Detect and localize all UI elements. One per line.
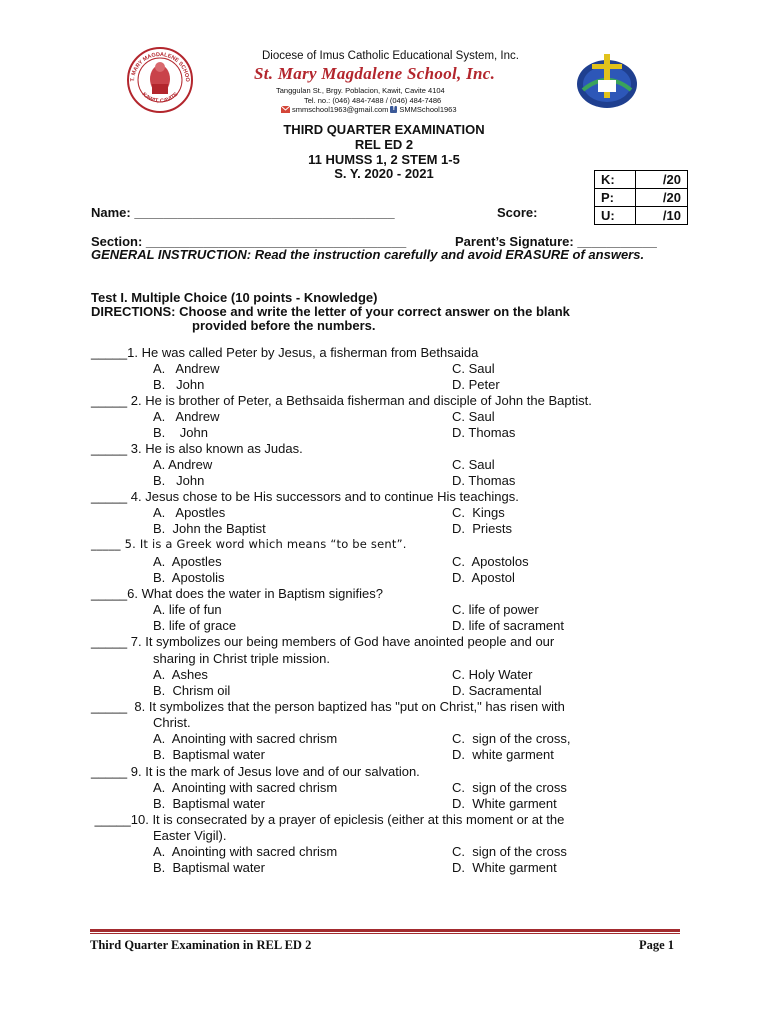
score-value: /20 — [636, 171, 688, 189]
answer-option: C. sign of the cross — [452, 844, 567, 859]
footer-rule-thin — [90, 933, 680, 934]
score-value: /20 — [636, 189, 688, 207]
answer-option: B. Baptismal water — [153, 860, 265, 875]
answer-option: C. sign of the cross, — [452, 731, 571, 746]
exam-subject: REL ED 2 — [354, 137, 414, 152]
answer-option: C. Saul — [452, 457, 495, 472]
answer-option: D. life of sacrament — [452, 618, 564, 633]
answer-option: B. Baptismal water — [153, 796, 265, 811]
answer-option: D. White garment — [452, 796, 557, 811]
directions-line-2: provided before the numbers. — [192, 318, 376, 333]
question-text: _____ 5. It is a Greek word which means “to be sent”. — [91, 537, 407, 551]
answer-option: B. Apostolis — [153, 570, 225, 585]
test-title: Test I. Multiple Choice (10 points - Knowledge) — [91, 290, 378, 305]
score-box — [594, 170, 688, 225]
answer-option: D. Sacramental — [452, 683, 542, 698]
answer-option: C. Saul — [452, 409, 495, 424]
answer-option: A. Anointing with sacred chrism — [153, 780, 338, 795]
answer-option: A. Andrew — [153, 361, 220, 376]
general-instruction: GENERAL INSTRUCTION: Read the instruction carefully and avoid ERASURE of answers. — [91, 247, 645, 262]
answer-option: A. Anointing with sacred chrism — [153, 731, 338, 746]
question-text: _____ 4. Jesus chose to be His successors and to continue His teachings. — [91, 489, 519, 504]
exam-sections: 11 HUMSS 1, 2 STEM 1-5 — [308, 152, 460, 167]
exam-title: THIRD QUARTER EXAMINATION — [283, 122, 485, 137]
diocese-name: Diocese of Imus Catholic Educational System, Inc. — [262, 50, 519, 62]
svg-text:ST. MARY MAGDALENE SCHOOL: T. MARY MAGDALENE SCHOO — [129, 51, 191, 83]
score-label: Score: — [497, 205, 538, 220]
answer-option: B. Baptismal water — [153, 747, 265, 762]
question-text: _____ 7. It symbolizes our being members of God have anointed people and our — [91, 634, 555, 649]
answer-option: D. Priests — [452, 521, 512, 536]
answer-option: C. Kings — [452, 505, 505, 520]
facebook-icon: f — [390, 106, 397, 113]
answer-option: D. Apostol — [452, 570, 515, 585]
question-text: _____6. What does the water in Baptism signifies? — [91, 586, 383, 601]
answer-option: A. Andrew — [153, 457, 213, 472]
answer-option: A. Ashes — [153, 667, 208, 682]
school-email: smmschool1963@gmail.com — [292, 105, 389, 114]
answer-option: D. Peter — [452, 377, 500, 392]
question-text: _____ 3. He is also known as Judas. — [91, 441, 303, 456]
answer-option: D. Thomas — [452, 473, 516, 488]
score-key: K: — [595, 171, 636, 189]
school-address: Tanggulan St., Brgy. Poblacion, Kawit, Cavite 4104 — [276, 86, 445, 95]
question-text-continued: sharing in Christ triple mission. — [153, 651, 331, 666]
score-value: /10 — [636, 207, 688, 225]
answer-option: B. John — [153, 425, 208, 440]
answer-option: C. Holy Water — [452, 667, 533, 682]
school-seal-logo — [126, 46, 194, 114]
question-text: _____ 2. He is brother of Peter, a Bethsaida fisherman and disciple of John the Baptist. — [91, 393, 592, 408]
answer-option: A. Anointing with sacred chrism — [153, 844, 338, 859]
footer-title: Third Quarter Examination in REL ED 2 — [90, 938, 312, 952]
answer-option: B. Chrism oil — [153, 683, 231, 698]
score-key: P: — [595, 189, 636, 207]
question-text: _____ 8. It symbolizes that the person baptized has "put on Christ," has risen with — [91, 699, 565, 714]
name-field[interactable]: Name: ____________________________________ — [91, 205, 395, 220]
exam-school-year: S. Y. 2020 - 2021 — [334, 166, 434, 181]
diocese-seal-logo — [568, 50, 646, 114]
directions-line-1: DIRECTIONS: Choose and write the letter of your correct answer on the blank — [91, 304, 570, 319]
section-field[interactable]: Section: ____________________________________ — [91, 234, 407, 249]
answer-option: C. life of power — [452, 602, 539, 617]
school-telephone: Tel. no.: (046) 484-7488 / (046) 484-7486 — [304, 96, 442, 105]
answer-option: D. Thomas — [452, 425, 516, 440]
footer-rule — [90, 929, 680, 932]
answer-option: A. life of fun — [153, 602, 222, 617]
answer-option: B. John — [153, 473, 205, 488]
score-key: U: — [595, 207, 636, 225]
score-row-p — [595, 189, 688, 207]
score-row-u — [595, 207, 688, 225]
answer-option: B. John — [153, 377, 205, 392]
answer-option: B. John the Baptist — [153, 521, 266, 536]
parent-signature-field[interactable]: Parent’s Signature: ___________ — [455, 234, 657, 249]
answer-option: A. Apostles — [153, 554, 222, 569]
svg-text:KAWIT, CAVITE: KAWIT, CAVITE — [140, 91, 180, 105]
answer-option: A. Andrew — [153, 409, 220, 424]
question-text-continued: Easter Vigil). — [153, 828, 227, 843]
school-contacts — [281, 105, 457, 114]
email-icon — [281, 106, 290, 113]
score-row-k — [595, 171, 688, 189]
school-facebook: SMMSchool1963 — [399, 105, 457, 114]
question-text: _____10. It is consecrated by a prayer of epiclesis (either at this moment or at the — [91, 812, 565, 827]
answer-option: D. white garment — [452, 747, 554, 762]
answer-option: C. sign of the cross — [452, 780, 567, 795]
question-text: _____1. He was called Peter by Jesus, a fisherman from Bethsaida — [91, 345, 479, 360]
question-text: _____ 9. It is the mark of Jesus love and of our salvation. — [91, 764, 420, 779]
answer-option: A. Apostles — [153, 505, 226, 520]
page-number: Page 1 — [639, 938, 675, 952]
answer-option: C. Apostolos — [452, 554, 529, 569]
answer-option: D. White garment — [452, 860, 557, 875]
answer-option: C. Saul — [452, 361, 495, 376]
question-text-continued: Christ. — [153, 715, 191, 730]
school-name: St. Mary Magdalene School, Inc. — [254, 64, 496, 83]
answer-option: B. life of grace — [153, 618, 237, 633]
